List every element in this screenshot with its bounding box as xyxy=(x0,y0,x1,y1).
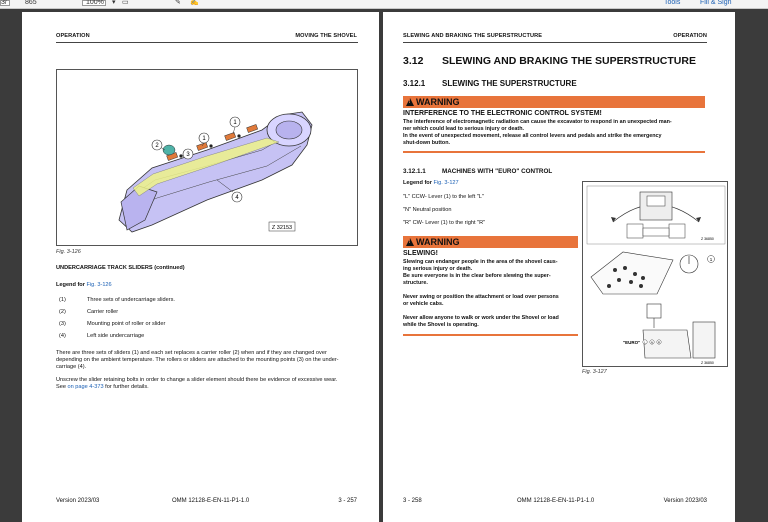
footer-doc-id: OMM 12128-E-EN-11-P1-1.0 xyxy=(172,498,250,504)
warning-2-end-rule xyxy=(403,334,578,336)
warning-2-line1: Slewing can endanger people in the area of the shovel caus- xyxy=(403,259,558,265)
subsubsection-heading: MACHINES WITH "EURO" CONTROL xyxy=(442,168,553,175)
page-number-value: 3/ xyxy=(1,0,7,6)
undercarriage-figure xyxy=(56,69,358,246)
callout-1a: 1 xyxy=(202,136,206,142)
legend-num-2: (2) xyxy=(59,309,66,315)
warning-label: WARNING xyxy=(416,97,460,107)
warning-2-line2: ing serious injury or death. xyxy=(403,266,473,272)
fill-sign-link[interactable]: Fill & Sign xyxy=(700,0,732,6)
warning-1-line4: shut-down button. xyxy=(403,140,451,146)
legend-item-r: "R" CW- Lever (1) to the right "R" xyxy=(403,220,486,226)
para2-prefix: See xyxy=(56,384,68,390)
subsection-heading: SLEWING THE SUPERSTRUCTURE xyxy=(442,79,577,88)
legend-prefix: Legend for xyxy=(403,180,434,186)
legend-num-1: (1) xyxy=(59,297,66,303)
section-heading: SLEWING AND BRAKING THE SUPERSTRUCTURE xyxy=(442,55,696,67)
legend-intro xyxy=(403,180,459,187)
legend-text-2: Carrier roller xyxy=(87,309,119,315)
warning-banner-1 xyxy=(403,96,705,108)
legend-prefix: Legend for xyxy=(56,282,87,288)
footer-version: Version 2023/03 xyxy=(56,498,100,504)
subsection-number: 3.12.1 xyxy=(403,79,426,88)
subsubsection-number: 3.12.1.1 xyxy=(403,168,426,175)
fig-callout-n: N xyxy=(650,340,654,345)
para1-line3: carriage (4). xyxy=(56,364,87,370)
warning-2-line3: Be sure everyone is in the clear before slewing the super- xyxy=(403,273,551,279)
slewing-control-drawing xyxy=(583,182,728,367)
fit-page-icon[interactable]: ▭ xyxy=(122,0,129,6)
legend-num-3: (3) xyxy=(59,321,66,327)
callout-1b: 1 xyxy=(233,120,237,126)
comment-icon[interactable]: ✎ xyxy=(175,0,181,6)
stamp-icon[interactable]: ✍ xyxy=(190,0,199,6)
section-number: 3.12 xyxy=(403,55,424,67)
para2-line2 xyxy=(56,384,149,391)
para2-suffix: for further details. xyxy=(103,384,149,390)
warning-triangle-icon xyxy=(406,238,414,246)
warning-2-line6: or vehicle cabs. xyxy=(403,301,444,307)
warning-2-line5: Never swing or position the attachment or load over persons xyxy=(403,294,559,300)
footer-page-number: 3 - 258 xyxy=(403,498,422,504)
callout-4: 4 xyxy=(235,195,239,201)
callout-3: 3 xyxy=(186,152,190,158)
para1-line1: There are three sets of sliders (1) and each set replaces a carrier roller (2) when and if they are changed over xyxy=(56,350,327,356)
warning-2-line8: while the Shovel is operating. xyxy=(403,322,479,328)
para2-line1: Unscrew the slider retaining bolts in order to change a slider element should there be evidence of excessive wear. xyxy=(56,377,338,383)
legend-intro xyxy=(56,282,112,289)
fig-callout-l: L xyxy=(644,340,646,345)
figure-caption: Fig. 3-127 xyxy=(582,369,607,375)
fig-callout-1: 1 xyxy=(709,257,713,262)
page-header-left: SLEWING AND BRAKING THE SUPERSTRUCTURE xyxy=(403,33,543,39)
warning-banner-2 xyxy=(403,236,578,248)
warning-2-line7: Never allow anyone to walk or work under the Shovel or load xyxy=(403,315,559,321)
warning-2-title: SLEWING! xyxy=(403,250,438,257)
page-header-left: OPERATION xyxy=(56,33,90,39)
legend-figure-link[interactable]: Fig. 3-127 xyxy=(433,180,459,186)
legend-item-n: "N" Neutral position xyxy=(403,207,452,213)
page-257 xyxy=(22,12,379,522)
fig-ref-2: Z 36850 xyxy=(701,361,714,365)
header-rule xyxy=(403,42,707,43)
zoom-dropdown-icon[interactable]: ▾ xyxy=(112,0,116,6)
para1-line2: depending on the ambient temperature. The rollers or sliders are attached to the mounting points (3) on the under- xyxy=(56,357,339,363)
warning-1-line1: The interference of electromagnetic radiation can cause the excavator to respond in an unexpected man- xyxy=(403,119,672,125)
warning-label: WARNING xyxy=(416,237,460,247)
section-title: UNDERCARRIAGE TRACK SLIDERS (continued) xyxy=(56,265,185,271)
viewer-toolbar xyxy=(0,0,768,9)
legend-text-3: Mounting point of roller or slider xyxy=(87,321,166,327)
figure-ref-id: Z 32153 xyxy=(271,225,293,231)
undercarriage-drawing xyxy=(57,70,358,246)
warning-2-line4: structure. xyxy=(403,280,428,286)
footer-version: Version 2023/03 xyxy=(663,498,707,504)
fig-euro-label: "EURO" xyxy=(623,340,641,345)
page-header-right: MOVING THE SHOVEL xyxy=(295,33,357,39)
header-rule xyxy=(56,42,358,43)
zoom-value: 100% xyxy=(86,0,104,6)
footer-page-number: 3 - 257 xyxy=(338,498,357,504)
warning-1-line3: In the event of unexpected movement, release all control levers and pedals and strike the emergency xyxy=(403,133,662,139)
fig-callout-r: R xyxy=(657,340,661,345)
page-ref-link[interactable]: on page 4-373 xyxy=(67,384,104,390)
page-header-right: OPERATION xyxy=(673,33,707,39)
legend-text-4: Left side undercarriage xyxy=(87,333,145,339)
legend-num-4: (4) xyxy=(59,333,66,339)
page-258 xyxy=(383,12,735,522)
warning-1-line2: ner which could lead to serious injury or death. xyxy=(403,126,525,132)
warning-1-end-rule xyxy=(403,151,705,153)
figure-caption: Fig. 3-126 xyxy=(56,249,81,255)
tools-link[interactable]: Tools xyxy=(664,0,681,6)
legend-item-l: "L" CCW- Lever (1) to the left "L" xyxy=(403,194,484,200)
fig-ref-1: Z 36850 xyxy=(701,237,714,241)
footer-doc-id: OMM 12128-E-EN-11-P1-1.0 xyxy=(517,498,595,504)
warning-1-title: INTERFERENCE TO THE ELECTRONIC CONTROL SYSTEM! xyxy=(403,110,602,117)
warning-triangle-icon xyxy=(406,98,414,106)
legend-figure-link[interactable]: Fig. 3-126 xyxy=(86,282,112,288)
slewing-control-figure xyxy=(582,181,728,367)
page-total: 865 xyxy=(25,0,37,6)
callout-2: 2 xyxy=(155,143,159,149)
legend-text-1: Three sets of undercarriage sliders. xyxy=(87,297,175,303)
